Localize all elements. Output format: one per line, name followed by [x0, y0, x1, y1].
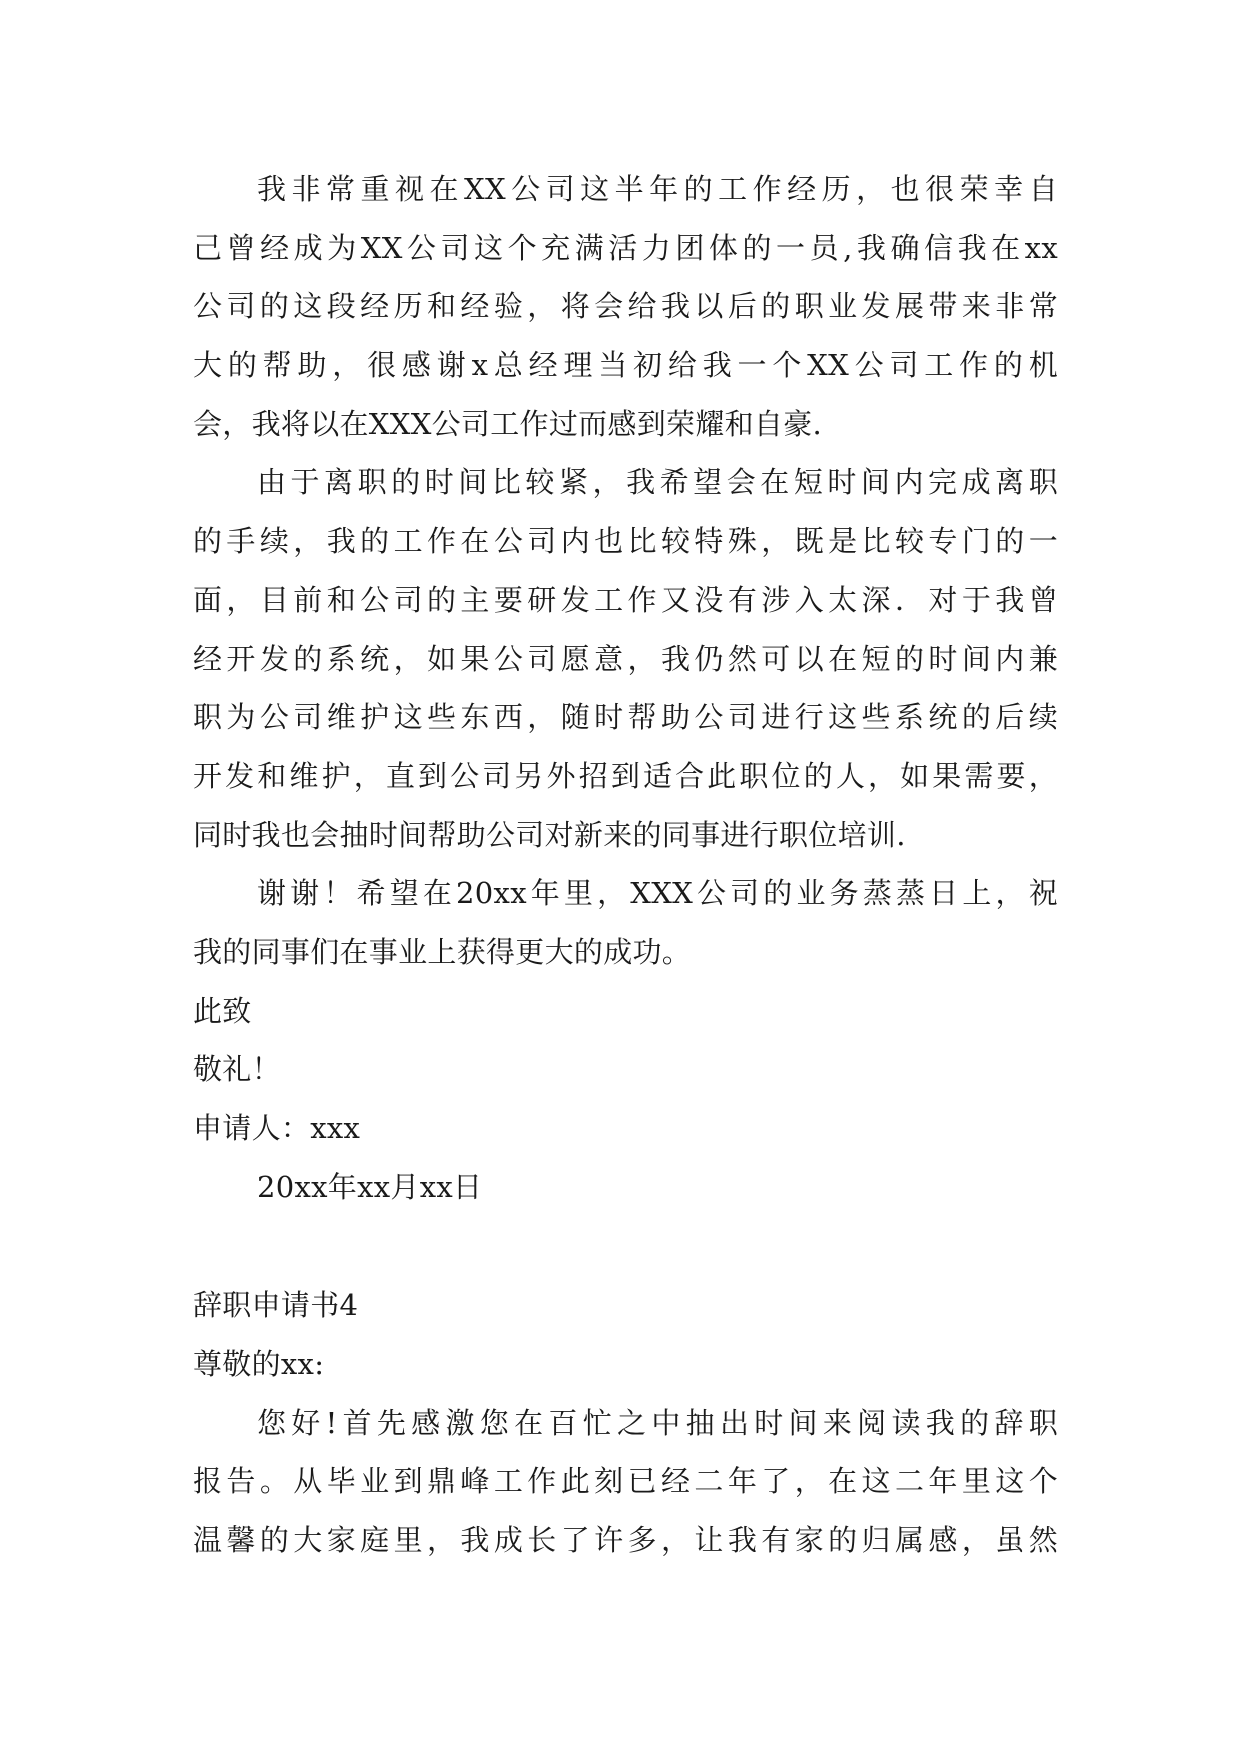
text-line: 由于离职的时间比较紧，我希望会在短时间内完成离职 — [257, 465, 1058, 500]
text-line: 谢谢！希望在20xx年里，XXX公司的业务蒸蒸日上，祝 — [257, 876, 1058, 911]
text-line: 报告。从毕业到鼎峰工作此刻已经二年了，在这二年里这个 — [193, 1464, 1058, 1499]
closing-cizhi: 此致 — [193, 993, 252, 1028]
paragraph-half-year-experience — [193, 160, 1058, 453]
text-line: 我非常重视在XX公司这半年的工作经历，也很荣幸自 — [257, 172, 1058, 206]
text-line: 开发和维护，直到公司另外招到适合此职位的人，如果需要， — [193, 758, 1058, 793]
text-line: 我的同事们在事业上获得更大的成功。 — [193, 934, 692, 969]
text-line: 己曾经成为XX公司这个充满活力团体的一员,我确信我在xx — [193, 230, 1058, 265]
text-line: 温馨的大家庭里，我成长了许多，让我有家的归属感，虽然 — [193, 1523, 1058, 1558]
text-line: 经开发的系统，如果公司愿意，我仍然可以在短的时间内兼 — [193, 641, 1058, 676]
date-line: 20xx年xx月xx日 — [257, 1169, 483, 1204]
document-body — [193, 160, 1058, 1570]
paragraph-thanks — [193, 864, 1058, 981]
text-line: 职为公司维护这些东西，随时帮助公司进行这些系统的后续 — [193, 700, 1058, 735]
text-line: 面，目前和公司的主要研发工作又没有涉入太深．对于我曾 — [193, 582, 1058, 617]
text-line: 会，我将以在XXX公司工作过而感到荣耀和自豪. — [193, 406, 823, 441]
closing-jingli: 敬礼！ — [193, 1052, 281, 1087]
letter4-title: 辞职申请书4 — [193, 1288, 359, 1323]
text-line: 同时我也会抽时间帮助公司对新来的同事进行职位培训. — [193, 817, 906, 852]
paragraph-handover — [193, 453, 1058, 864]
text-line: 公司的这段经历和经验，将会给我以后的职业发展带来非常 — [193, 289, 1058, 324]
paragraph-letter4-opening — [193, 1394, 1058, 1570]
applicant-line: 申请人：xxx — [193, 1111, 361, 1145]
letter4-salutation: 尊敬的xx: — [193, 1347, 325, 1382]
section-gap — [193, 1216, 1058, 1276]
text-line: 您好!首先感激您在百忙之中抽出时间来阅读我的辞职 — [257, 1405, 1058, 1440]
text-line: 大的帮助，很感谢x总经理当初给我一个XX公司工作的机 — [193, 348, 1058, 383]
text-line: 的手续，我的工作在公司内也比较特殊，既是比较专门的一 — [193, 524, 1058, 559]
